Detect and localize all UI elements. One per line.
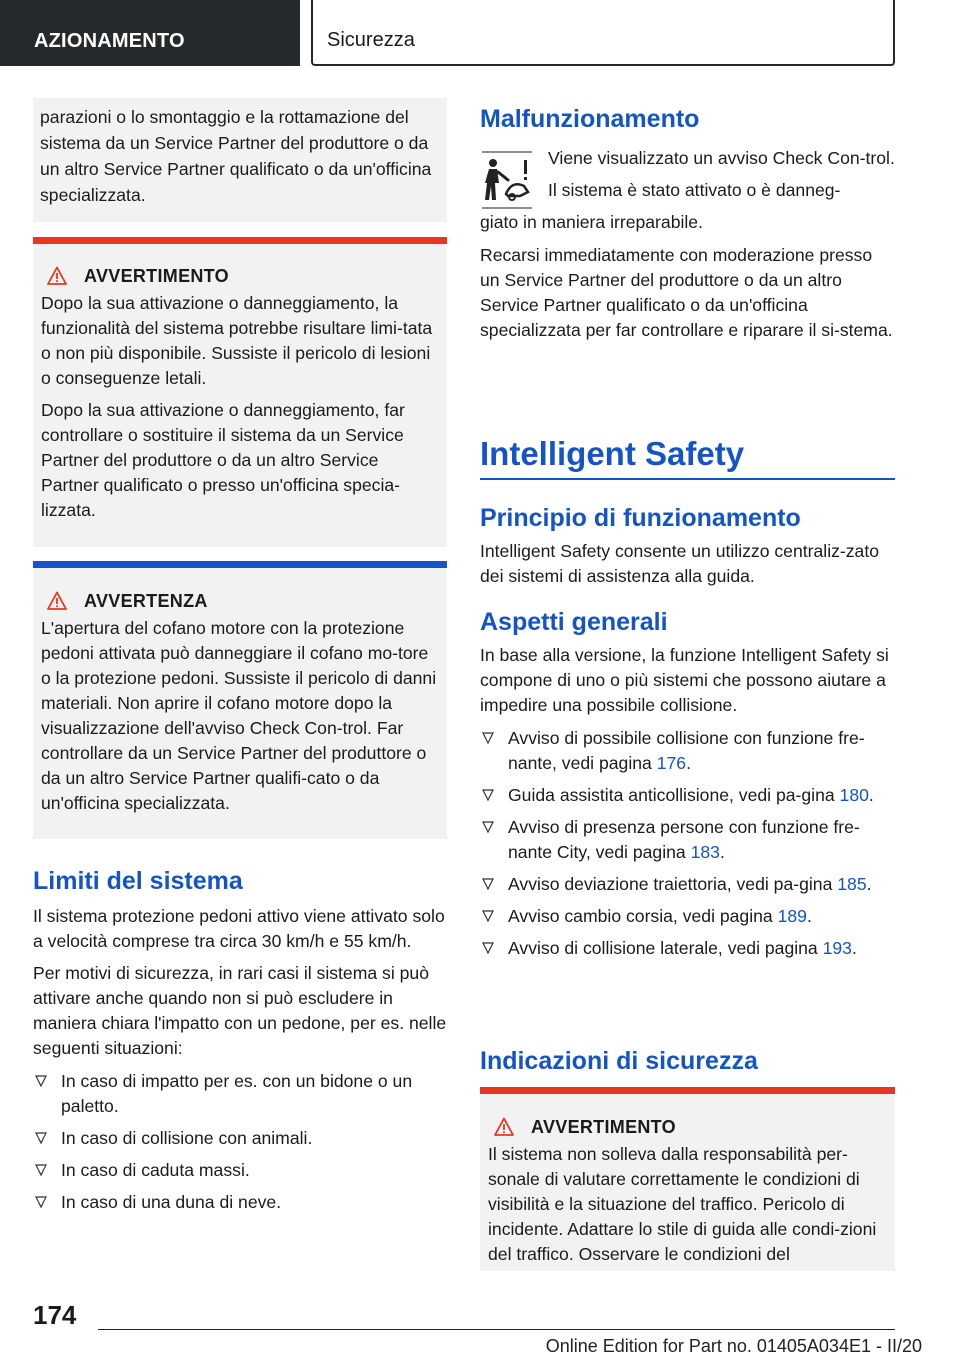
edition-label: Online Edition for Part no. 01405A034E1 - II/20: [545, 1336, 922, 1356]
warning-paragraph: Dopo la sua attivazione o danneggiamento, la funzionalità del sistema potrebbe risultare limi-tata o non più disponibile. Sussiste il pericolo di lesioni o conseguenze letali.: [41, 293, 433, 388]
notice-title: AVVERTENZA: [84, 590, 208, 611]
safety-section: [480, 1046, 895, 1076]
warning-box-1: [33, 237, 447, 547]
warning-bar: [33, 237, 447, 244]
list-item: Avviso di collisione laterale, vedi pagina 193.: [480, 936, 895, 961]
warning-triangle-icon: [47, 591, 67, 611]
malfunction-paragraph: Recarsi immediatamente con moderazione presso un Service Partner del produttore o da un altro Service Partner qualificato o da un'officina specializzata per far controllare e riparare il si-stema.: [480, 245, 893, 340]
warning-title: AVVERTIMENTO: [84, 265, 229, 286]
list-item: In caso di collisione con animali.: [33, 1126, 447, 1151]
notice-bar: [33, 561, 447, 568]
list-item: Avviso di possibile collisione con funzione fre-nante, vedi pagina 176.: [480, 726, 895, 776]
limits-paragraph: Il sistema protezione pedoni attivo viene attivato solo a velocità comprese tra circa 30 km/h e 55 km/h.: [33, 906, 445, 951]
limits-heading: Limiti del sistema: [33, 867, 243, 895]
bullet-triangle-icon: [35, 1132, 47, 1144]
bullet-triangle-icon: [482, 910, 494, 922]
footer-rule: [98, 1329, 895, 1330]
warning-triangle-icon: [47, 266, 67, 286]
malfunction-section: [480, 104, 895, 343]
warning-bar: [480, 1087, 895, 1094]
safety-heading: Indicazioni di sicurezza: [480, 1047, 758, 1075]
section-title-rule: [480, 478, 895, 480]
general-paragraph: In base alla versione, la funzione Intelligent Safety si compone di uno o più sistemi che possono aiutare a impedire una possibile collisione.: [480, 645, 889, 715]
notice-box: [33, 561, 447, 839]
bullet-triangle-icon: [35, 1196, 47, 1208]
warning-box-2: [480, 1087, 895, 1271]
bullet-triangle-icon: [482, 821, 494, 833]
systems-list: [480, 726, 895, 961]
page-link[interactable]: 193: [822, 938, 852, 958]
section-title: Intelligent Safety: [480, 435, 745, 472]
topic-tab: Sicurezza: [311, 0, 895, 66]
section-title-block: [480, 434, 895, 474]
notice-paragraph: L'apertura del cofano motore con la protezione pedoni attivata può danneggiare il cofano mo-tore o la protezione pedoni. Sussiste il pericolo di danni materiali. Non aprire il cofano motore dopo la visualizzazione dell'avviso Check Con-trol. Far controllare da un Service Partner del produttore o da un altro Service Partner qualifi-cato o da un'officina specializzata.: [41, 618, 437, 813]
principle-paragraph: Intelligent Safety consente un utilizzo centraliz-zato dei sistemi di assistenza alla guida.: [480, 541, 880, 586]
page-link[interactable]: 189: [777, 906, 807, 926]
list-item: Avviso cambio corsia, vedi pagina 189.: [480, 904, 895, 929]
principle-heading: Principio di funzionamento: [480, 504, 801, 532]
list-item: In caso di una duna di neve.: [33, 1190, 447, 1215]
malfunction-line: Viene visualizzato un avviso Check Con-trol.: [548, 148, 895, 168]
page-link[interactable]: 180: [839, 785, 869, 805]
malfunction-heading: Malfunzionamento: [480, 105, 700, 133]
bullet-triangle-icon: [482, 878, 494, 890]
list-item: In caso di impatto per es. con un bidone o un paletto.: [33, 1069, 447, 1119]
section-tab: AZIONAMENTO: [0, 0, 300, 66]
warning-paragraph: Il sistema non solleva dalla responsabilità per-sonale di valutare correttamente le condizioni di visibilità e la situazione del traffico. Pericolo di incidente. Adattare lo stile di guida alle condi-zioni del traffico. Osservare le condizioni del: [488, 1144, 877, 1264]
list-item: Avviso di presenza persone con funzione fre-nante City, vedi pagina 183.: [480, 815, 895, 865]
continued-note-text: parazioni o lo smontaggio e la rottamazione del sistema da un Service Partner del produttore o da un altro Service Partner qualificato o da un'officina specializzata.: [40, 107, 432, 205]
bullet-triangle-icon: [35, 1075, 47, 1087]
list-item: Avviso deviazione traiettoria, vedi pa-gina 185.: [480, 872, 895, 897]
limits-paragraph: Per motivi di sicurezza, in rari casi il sistema si può attivare anche quando non si può escludere in maniera chiara l'impatto con un pedone, per es. nelle seguenti situazioni:: [33, 963, 447, 1058]
pedestrian-protection-warning-icon: [480, 150, 534, 210]
list-item: Guida assistita anticollisione, vedi pa-gina 180.: [480, 783, 895, 808]
continued-note-box: [33, 98, 447, 222]
warning-triangle-icon: [494, 1117, 514, 1137]
general-heading: Aspetti generali: [480, 608, 668, 636]
bullet-triangle-icon: [482, 789, 494, 801]
warning-title: AVVERTIMENTO: [531, 1116, 676, 1137]
malfunction-line: giato in maniera irreparabile.: [480, 212, 703, 232]
list-item: In caso di caduta massi.: [33, 1158, 447, 1183]
bullet-triangle-icon: [35, 1164, 47, 1176]
bullet-triangle-icon: [482, 732, 494, 744]
page-link[interactable]: 176: [656, 753, 687, 773]
limits-section: [33, 866, 447, 1222]
page-link[interactable]: 185: [837, 874, 867, 894]
intelligent-safety-section: [480, 503, 895, 968]
page-number: 174: [33, 1300, 77, 1330]
limits-list: [33, 1069, 447, 1215]
malfunction-line: Il sistema è stato attivato o è danneg-: [548, 180, 841, 200]
page-link[interactable]: 183: [690, 842, 720, 862]
warning-paragraph: Dopo la sua attivazione o danneggiamento, far controllare o sostituire il sistema da un Service Partner del produttore o da un altro Service Partner qualificato o presso un'officina specia-lizzata.: [41, 400, 405, 520]
bullet-triangle-icon: [482, 942, 494, 954]
